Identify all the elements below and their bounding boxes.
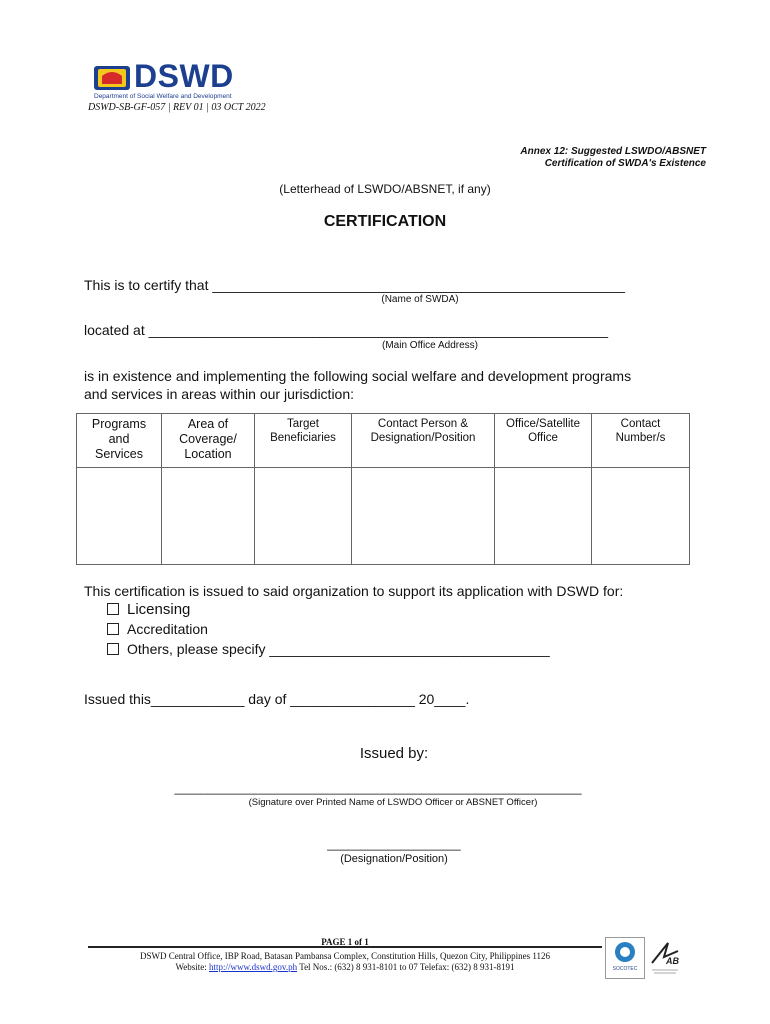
page-title: CERTIFICATION xyxy=(323,213,447,230)
table-row xyxy=(77,468,690,565)
col-contact-person: Contact Person & Designation/Position xyxy=(352,414,495,468)
checkbox-icon[interactable] xyxy=(107,643,119,655)
footer-divider xyxy=(88,946,602,948)
document-code: DSWD-SB-GF-057 | REV 01 | 03 OCT 2022 xyxy=(88,102,266,113)
signature-line: _____________________________________________________________ xyxy=(174,781,582,795)
svg-text:AB: AB xyxy=(666,956,679,966)
cell-office[interactable] xyxy=(495,468,592,565)
svg-text:SOCOTEC: SOCOTEC xyxy=(612,966,638,972)
issued-this-line: Issued this____________ day of ________________ 20____. xyxy=(84,691,470,707)
certify-line: This is to certify that _____________________________________________________ xyxy=(84,277,626,293)
col-beneficiaries: Target Beneficiaries xyxy=(255,414,352,468)
accreditation-badge-icon xyxy=(648,937,682,979)
issued-for-line: This certification is issued to said organization to support its application with DSWD for: xyxy=(84,583,624,599)
dswd-logo xyxy=(94,60,254,102)
logo-wordmark: DSWD xyxy=(134,58,234,94)
existence-line-1: is in existence and implementing the following social welfare and development programs xyxy=(84,368,632,384)
col-office: Office/Satellite Office xyxy=(495,414,592,468)
option-label: Licensing xyxy=(127,601,191,618)
col-area: Area of Coverage/ Location xyxy=(162,414,255,468)
swda-name-caption: (Name of SWDA) xyxy=(381,294,459,305)
located-line: located at ___________________________________________________________ xyxy=(84,322,608,338)
cell-area[interactable] xyxy=(162,468,255,565)
address-caption: (Main Office Address) xyxy=(382,340,478,351)
col-programs: Programs and Services xyxy=(77,414,162,468)
col-contact-number: Contact Number/s xyxy=(592,414,690,468)
checkbox-icon[interactable] xyxy=(107,603,119,615)
option-accreditation[interactable] xyxy=(107,621,208,637)
table-header-row xyxy=(77,414,690,468)
annex-line-1: Annex 12: Suggested LSWDO/ABSNET xyxy=(520,146,706,157)
page-number: PAGE 1 of 1 xyxy=(321,937,369,947)
certification-badge-icon xyxy=(605,937,645,979)
cell-programs[interactable] xyxy=(77,468,162,565)
option-licensing[interactable] xyxy=(107,601,190,618)
annex-line-2: Certification of SWDA's Existence xyxy=(544,158,706,169)
cell-beneficiaries[interactable] xyxy=(255,468,352,565)
programs-table xyxy=(76,413,690,565)
cell-contact-number[interactable] xyxy=(592,468,690,565)
logo-subtext: Department of Social Welfare and Development xyxy=(94,93,232,100)
footer-contact-line: Website: http://www.dswd.gov.ph Tel Nos.: (632) 8 931-8101 to 07 Telefax: (632) 8 931-8191 xyxy=(175,962,515,972)
designation-line: ____________________ xyxy=(327,837,461,851)
designation-caption: (Designation/Position) xyxy=(340,853,448,865)
website-link[interactable]: http://www.dswd.gov.ph xyxy=(209,962,298,972)
dswd-emblem-icon xyxy=(94,64,130,92)
option-label: Accreditation xyxy=(127,621,208,637)
footer-address xyxy=(88,951,602,973)
option-others[interactable] xyxy=(107,641,550,657)
issued-by-label: Issued by: xyxy=(359,745,429,762)
letterhead-note: (Letterhead of LSWDO/ABSNET, if any) xyxy=(279,182,491,196)
cell-contact-person[interactable] xyxy=(352,468,495,565)
annex-label xyxy=(520,146,706,170)
checkbox-icon[interactable] xyxy=(107,623,119,635)
existence-line-2: and services in areas within our jurisdiction: xyxy=(84,386,355,402)
footer-address-line: DSWD Central Office, IBP Road, Batasan Pambansa Complex, Constitution Hills, Quezon City, Philippines 1126 xyxy=(139,951,551,961)
option-label: Others, please specify ____________________________________ xyxy=(127,641,550,657)
signature-caption: (Signature over Printed Name of LSWDO Officer or ABSNET Officer) xyxy=(248,797,538,808)
